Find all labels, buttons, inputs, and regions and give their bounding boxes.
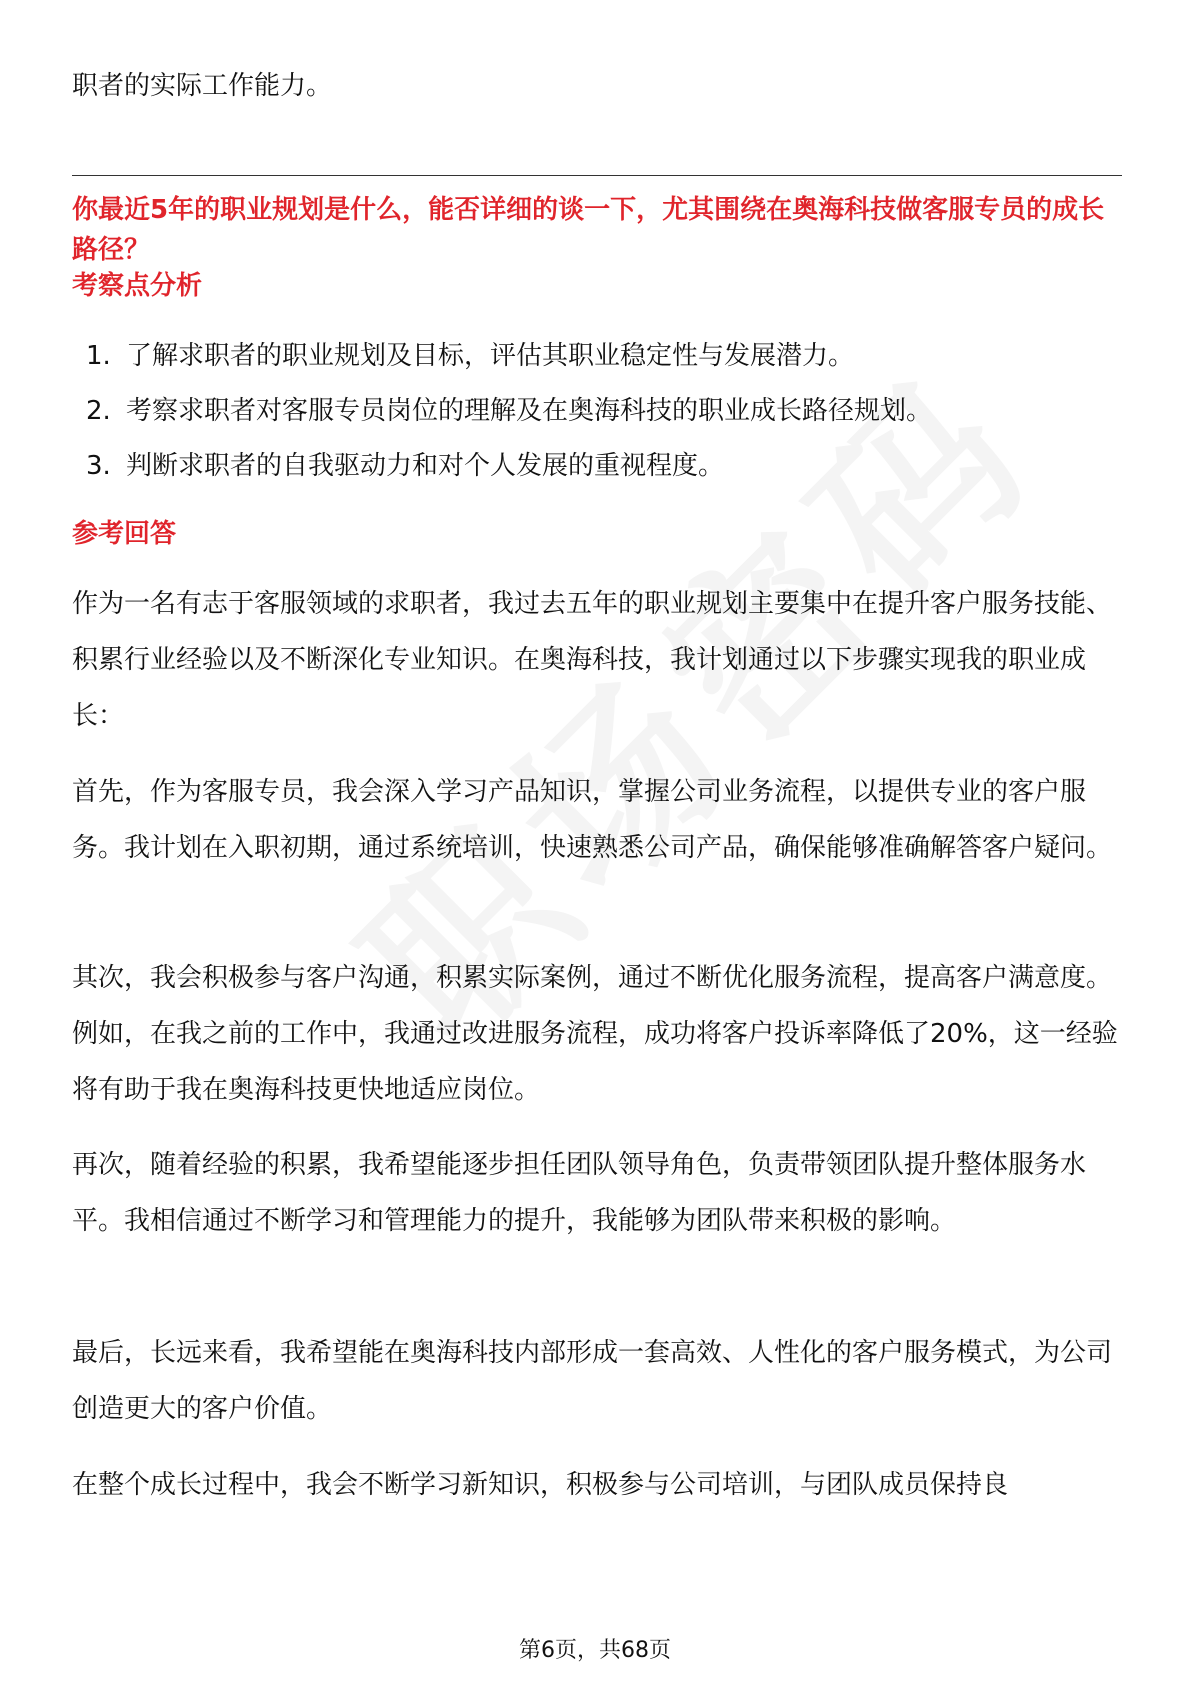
list-number: 1. <box>86 341 111 371</box>
answer-paragraph: 首先，作为客服专员，我会深入学习产品知识，掌握公司业务流程，以提供专业的客户服务。我计划在入职初期，通过系统培训，快速熟悉公司产品，确保能够准确解答客户疑问。 <box>72 777 1113 863</box>
top-fragment: 职者的实际工作能力。 <box>72 71 333 101</box>
list-text: 判断求职者的自我驱动力和对个人发展的重视程度。 <box>126 451 725 481</box>
page-footer: 第6页，共68页 <box>519 1638 671 1663</box>
answer-paragraph: 最后，长远来看，我希望能在奥海科技内部形成一套高效、人性化的客户服务模式，为公司创造更大的客户价值。 <box>72 1338 1113 1424</box>
question-title: 你最近5年的职业规划是什么，能否详细的谈一下，尤其围绕在奥海科技做客服专员的成长路径？ <box>72 195 1105 265</box>
answer-paragraph: 在整个成长过程中，我会不断学习新知识，积极参与公司培训，与团队成员保持良 <box>72 1470 1009 1500</box>
list-item <box>86 446 1116 486</box>
answer-paragraph: 其次，我会积极参与客户沟通，积累实际案例，通过不断优化服务流程，提高客户满意度。例如，在我之前的工作中，我通过改进服务流程，成功将客户投诉率降低了20%，这一经验将有助于我在奥海科技更快地适应岗位。 <box>72 963 1118 1105</box>
list-text: 考察求职者对客服专员岗位的理解及在奥海科技的职业成长路径规划。 <box>126 396 933 426</box>
answer-heading: 参考回答 <box>72 519 177 549</box>
section-divider <box>72 175 1122 176</box>
list-number: 3. <box>86 451 111 481</box>
list-number: 2. <box>86 396 111 426</box>
list-text: 了解求职者的职业规划及目标，评估其职业稳定性与发展潜力。 <box>126 341 855 371</box>
list-item <box>86 336 1116 376</box>
analysis-heading: 考察点分析 <box>72 271 203 301</box>
answer-paragraph: 作为一名有志于客服领域的求职者，我过去五年的职业规划主要集中在提升客户服务技能、积累行业经验以及不断深化专业知识。在奥海科技，我计划通过以下步骤实现我的职业成长： <box>72 589 1113 731</box>
answer-paragraph: 再次，随着经验的积累，我希望能逐步担任团队领导角色，负责带领团队提升整体服务水平。我相信通过不断学习和管理能力的提升，我能够为团队带来积极的影响。 <box>72 1150 1087 1236</box>
list-item <box>86 391 1116 431</box>
